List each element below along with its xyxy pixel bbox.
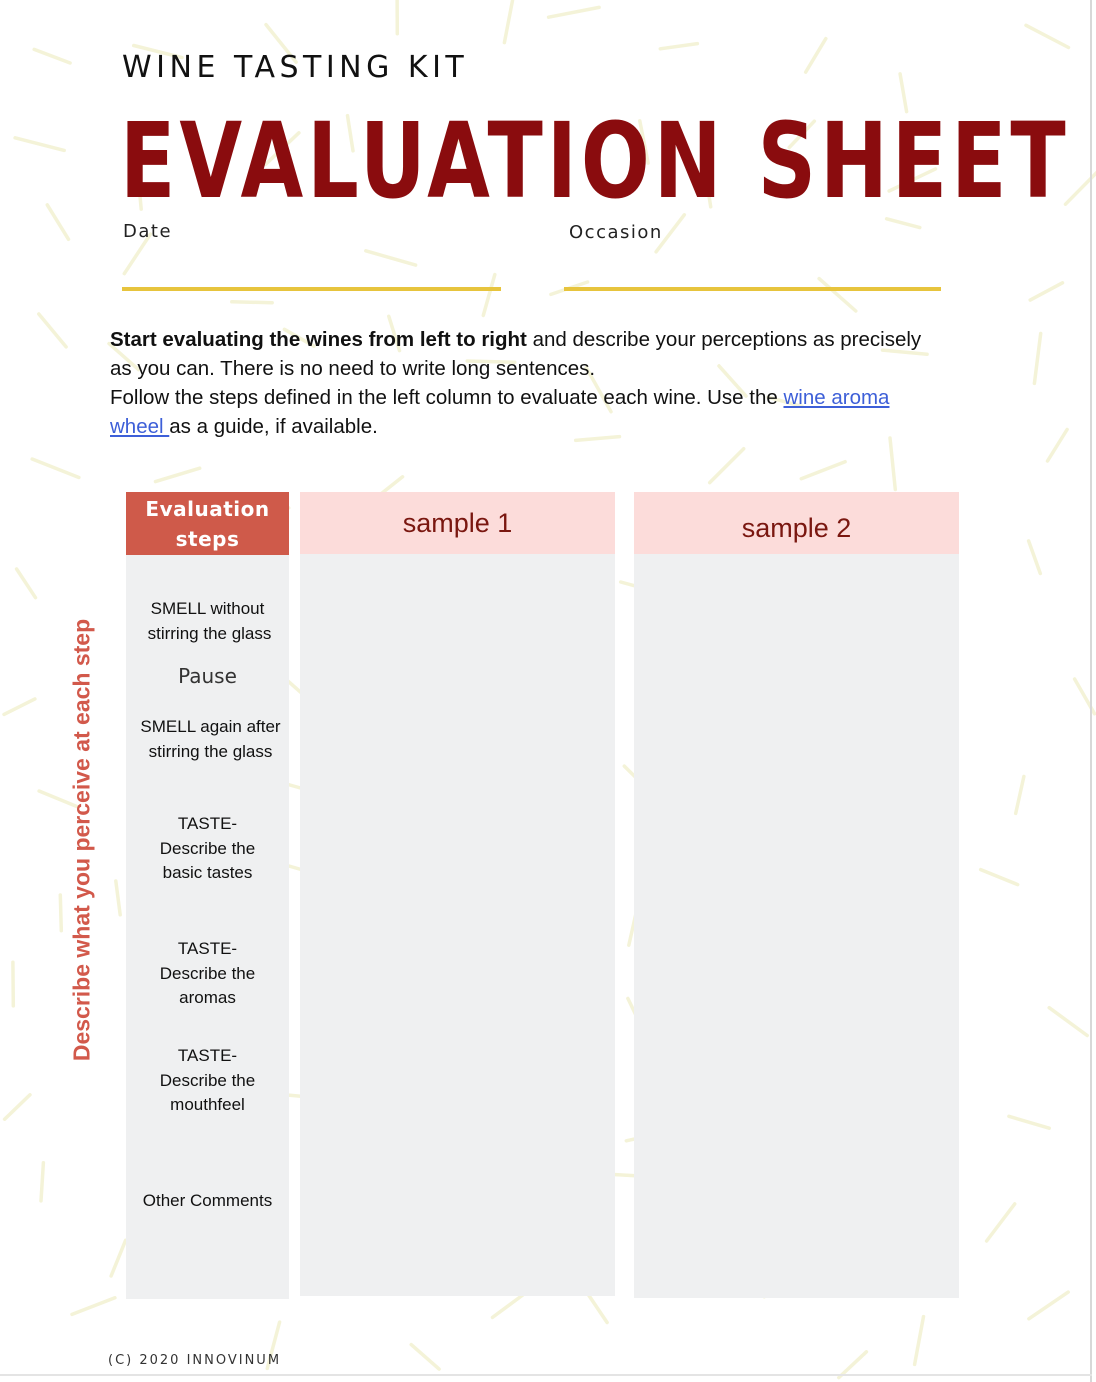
wine-aroma-wheel-link[interactable]: wine aroma wheel [110,386,890,438]
step-text-line: Describe the [159,963,256,983]
step-text-line: mouthfeel [170,1095,245,1114]
confetti-dash [4,699,35,715]
step-text-line: basic tastes [162,863,253,882]
date-field-line[interactable] [122,287,501,291]
step-text-line: TASTE- [177,1046,238,1065]
confetti-dash [1034,334,1040,384]
confetti-dash [660,44,697,49]
page-title: EVALUATION SHEET [120,100,1070,222]
sample-2-notes-area[interactable] [634,554,959,1298]
steps-header-line1: Evaluation [145,497,270,521]
confetti-dash [156,468,200,481]
confetti-dash [411,1345,439,1370]
step-text-line: SMELL again after [140,717,281,736]
step-text-line: Describe the [159,838,256,858]
occasion-label: Occasion [569,222,663,243]
confetti-dash [1029,1292,1068,1319]
evaluation-steps-header [126,492,289,555]
step-text-line: TASTE- [177,814,238,833]
confetti-dash [232,302,272,303]
step-smell-without-stirring [126,597,289,646]
confetti-dash [549,7,600,17]
confetti-dash [819,279,856,311]
confetti-dash [493,1294,525,1318]
confetti-dash [1009,1116,1049,1128]
confetti-dash [483,275,495,316]
intro-line1: and describe your perceptions as precisely as you can. There is no need to write long sentences. [110,328,922,380]
confetti-dash [1048,430,1068,462]
confetti-dash [1030,283,1062,300]
confetti-dash [39,314,66,347]
sample-1-header: sample 1 [300,492,615,554]
occasion-field-line[interactable] [564,287,941,291]
step-text-line: Describe the [159,1070,256,1090]
step-text-line: Pause [178,664,237,688]
confetti-dash [34,49,70,63]
step-text-line: aromas [179,988,236,1007]
confetti-dash [806,39,826,73]
date-label: Date [123,221,173,242]
step-other-comments [126,1189,289,1214]
confetti-dash [504,1,512,43]
confetti-dash [32,459,79,478]
step-text-line: stirring the glass [148,741,273,761]
footer-copyright: (C) 2020 INNOVINUM [108,1353,282,1368]
sample-2-header: sample 2 [634,492,959,554]
confetti-dash [915,1317,924,1365]
steps-header-line2: steps [175,527,240,551]
side-vertical-label: Describe what you perceive at each step [68,618,95,1062]
confetti-dash [15,138,64,151]
step-pause [126,664,289,689]
step-smell-after-stirring [126,715,289,764]
confetti-dash [801,462,845,479]
confetti-dash [987,1204,1015,1241]
step-taste-mouthfeel [126,1044,289,1118]
intro-bold-lead: Start evaluating the wines from left to right [110,328,527,351]
confetti-dash [17,569,36,598]
confetti-dash [710,449,744,483]
confetti-dash [5,1095,30,1119]
confetti-dash [72,1298,115,1315]
confetti-dash [1016,776,1024,813]
confetti-dash [366,251,416,265]
step-text-line: SMELL without [150,599,265,618]
page-bottom-edge [0,1374,1092,1376]
confetti-dash [981,870,1018,885]
step-text-line: Other Comments [142,1191,273,1210]
sample-1-notes-area[interactable] [300,554,615,1296]
confetti-dash [41,1163,43,1201]
confetti-dash [116,881,120,915]
confetti-dash [1026,25,1069,47]
confetti-dash [60,895,61,931]
confetti-dash [47,205,68,239]
intro-line2-end: as a guide, if available. [169,415,378,438]
step-taste-aromas [126,937,289,1011]
page-edge [1090,0,1092,1382]
confetti-dash [890,438,895,490]
step-text-line: TASTE- [177,939,238,958]
confetti-dash [1049,1008,1087,1036]
intro-paragraph [110,325,940,441]
confetti-dash [1029,541,1041,574]
confetti-dash [111,1240,126,1276]
step-taste-basic-tastes [126,812,289,886]
kit-title: WINE TASTING KIT [122,50,469,85]
step-text-line: stirring the glass [147,623,272,643]
intro-line2-start: Follow the steps defined in the left column to evaluate each wine. Use the [110,386,784,409]
